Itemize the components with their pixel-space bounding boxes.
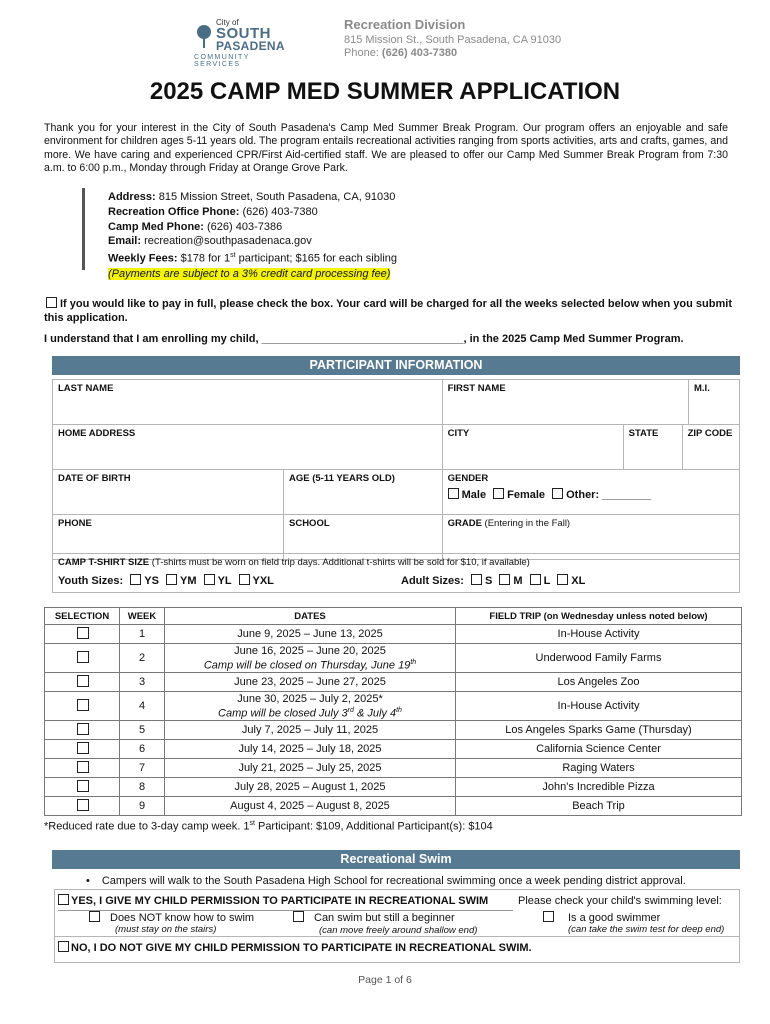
reduced-rate-footnote: *Reduced rate due to 3-day camp week. 1st Participant: $109, Additional Participant(s): $104 xyxy=(44,820,493,833)
female-checkbox[interactable] xyxy=(493,488,504,499)
swim-permission-box xyxy=(54,889,740,963)
week-5-checkbox[interactable] xyxy=(77,723,89,735)
adult-xl-checkbox[interactable] xyxy=(557,574,568,585)
swim-level-2-note: (can move freely around shallow end) xyxy=(319,925,478,936)
youth-sizes: Youth Sizes: YS YM YL YXL xyxy=(58,575,274,587)
table-row: 5 July 7, 2025 – July 11, 2025 Los Angeles Sparks Game (Thursday) xyxy=(45,721,742,740)
youth-ys-checkbox[interactable] xyxy=(130,574,141,585)
swim-level-2-checkbox[interactable] xyxy=(293,911,304,922)
home-address-field[interactable]: HOME ADDRESS xyxy=(53,425,443,470)
week-6-checkbox[interactable] xyxy=(77,742,89,754)
participant-info-table xyxy=(52,379,740,560)
swim-level-1-checkbox[interactable] xyxy=(89,911,100,922)
adult-m-checkbox[interactable] xyxy=(499,574,510,585)
dob-field[interactable]: DATE OF BIRTH xyxy=(53,470,284,515)
logo-community-services: COMMUNITY SERVICES xyxy=(194,54,250,68)
last-name-field[interactable]: LAST NAME xyxy=(53,380,443,425)
division-title: Recreation Division xyxy=(344,17,466,32)
city-field[interactable]: CITY xyxy=(442,425,623,470)
phone-field[interactable]: PHONE xyxy=(53,515,284,560)
week-4-checkbox[interactable] xyxy=(77,699,89,711)
col-selection: SELECTION xyxy=(45,608,120,625)
swim-yes: YES, I GIVE MY CHILD PERMISSION TO PARTICIPATE IN RECREATIONAL SWIM xyxy=(58,894,488,907)
week-3-checkbox[interactable] xyxy=(77,675,89,687)
table-row: 3 June 23, 2025 – June 27, 2025 Los Angeles Zoo xyxy=(45,673,742,692)
contact-info: Address: 815 Mission Street, South Pasadena, CA, 91030 Recreation Office Phone: (626) 403-7380 Camp Med Phone: (626) 403-7386 Email: recreation@southpasadenaca.gov Weekly Fees: $178 for 1st participant; $165 for each sibling (Payments are subject to a 3% credit card processing fee) xyxy=(108,191,397,280)
participant-info-heading: PARTICIPANT INFORMATION xyxy=(52,356,740,375)
swim-level-1-note: (must stay on the stairs) xyxy=(115,924,217,935)
col-field-trip: FIELD TRIP (on Wednesday unless noted below) xyxy=(456,608,742,625)
pay-in-full: If you would like to pay in full, please check the box. Your card will be charged for all the weeks selected below when you submit this application. xyxy=(44,298,732,324)
youth-ym-checkbox[interactable] xyxy=(166,574,177,585)
table-row: 2 June 16, 2025 – June 20, 2025 Camp will be closed on Thursday, June 19th Underwood Family Farms xyxy=(45,644,742,673)
state-field[interactable]: STATE xyxy=(623,425,682,470)
enrollment-statement: I understand that I am enrolling my child, _________________________________, in the 2025 Camp Med Summer Program. xyxy=(44,333,684,345)
tree-icon xyxy=(194,24,214,50)
week-8-checkbox[interactable] xyxy=(77,780,89,792)
adult-sizes: Adult Sizes: S M L XL xyxy=(401,575,586,587)
col-week: WEEK xyxy=(120,608,165,625)
week-1-checkbox[interactable] xyxy=(77,627,89,639)
credit-card-note: (Payments are subject to a 3% credit card processing fee) xyxy=(108,267,391,280)
week-7-checkbox[interactable] xyxy=(77,761,89,773)
logo-pasadena: PASADENA xyxy=(216,39,285,53)
school-field[interactable]: SCHOOL xyxy=(284,515,443,560)
divider xyxy=(55,936,739,937)
logo-city: City of xyxy=(216,18,239,27)
first-name-field[interactable]: FIRST NAME xyxy=(442,380,688,425)
city-logo xyxy=(190,18,298,68)
intro-paragraph: Thank you for your interest in the City of South Pasadena's Camp Med Summer Break Program. Our program offers an enjoyable and safe environment for children ages 5-11 years old. The program entails recreational activities ranging from sports activities, arts and crafts, games, and more. We have caring and experienced CPR/First Aid-certified staff. We are pleased to offer our Camp Med Summer Break Program from 7:30 a.m. to 6:00 p.m., Monday through Friday at Orange Grove Park. xyxy=(44,122,728,175)
swim-level-1: Does NOT know how to swim xyxy=(89,911,254,924)
swim-level-prompt: Please check your child's swimming level: xyxy=(518,895,722,907)
info-rule xyxy=(82,188,85,270)
swim-level-3-note: (can take the swim test for deep end) xyxy=(568,924,725,935)
week-9-checkbox[interactable] xyxy=(77,799,89,811)
age-field[interactable]: AGE (5-11 YEARS OLD) xyxy=(284,470,443,515)
tshirt-label: CAMP T-SHIRT SIZE (T-shirts must be worn on field trip days. Additional t-shirts will be sold for $10, if available) xyxy=(58,557,530,568)
youth-yl-checkbox[interactable] xyxy=(204,574,215,585)
male-checkbox[interactable] xyxy=(448,488,459,499)
logo-south: SOUTH xyxy=(216,25,271,42)
adult-l-checkbox[interactable] xyxy=(530,574,541,585)
swim-bullet: • Campers will walk to the South Pasadena High School for recreational swimming once a week pending district approval. xyxy=(86,875,686,887)
youth-yxl-checkbox[interactable] xyxy=(239,574,250,585)
week-2-checkbox[interactable] xyxy=(77,651,89,663)
table-row: 4 June 30, 2025 – July 2, 2025* Camp will be closed July 3rd & July 4th In-House Activity xyxy=(45,692,742,721)
swim-no: NO, I DO NOT GIVE MY CHILD PERMISSION TO PARTICIPATE IN RECREATIONAL SWIM. xyxy=(58,941,532,954)
zip-field[interactable]: ZIP CODE xyxy=(682,425,739,470)
gender-field: GENDER Male Female Other: ________ xyxy=(442,470,739,515)
table-row: 9 August 4, 2025 – August 8, 2025 Beach Trip xyxy=(45,797,742,816)
page-number: Page 1 of 6 xyxy=(358,974,412,986)
tshirt-size-section xyxy=(52,553,740,593)
division-phone: Phone: (626) 403-7380 xyxy=(344,47,458,59)
table-row: 8 July 28, 2025 – August 1, 2025 John's Incredible Pizza xyxy=(45,778,742,797)
recreational-swim-heading: Recreational Swim xyxy=(52,850,740,869)
swim-no-checkbox[interactable] xyxy=(58,941,69,952)
swim-yes-checkbox[interactable] xyxy=(58,894,69,905)
swim-level-3: Is a good swimmer xyxy=(543,911,660,924)
table-row: 7 July 21, 2025 – July 25, 2025 Raging Waters xyxy=(45,759,742,778)
page-title: 2025 CAMP MED SUMMER APPLICATION xyxy=(149,78,621,105)
weeks-table xyxy=(44,607,742,816)
swim-level-3-checkbox[interactable] xyxy=(543,911,554,922)
division-address: 815 Mission St., South Pasadena, CA 91030 xyxy=(344,34,562,46)
grade-field[interactable]: GRADE (Entering in the Fall) xyxy=(442,515,739,560)
col-dates: DATES xyxy=(165,608,456,625)
other-checkbox[interactable] xyxy=(552,488,563,499)
table-row: 6 July 14, 2025 – July 18, 2025 California Science Center xyxy=(45,740,742,759)
weeks-header-row xyxy=(45,608,742,625)
adult-s-checkbox[interactable] xyxy=(471,574,482,585)
mi-field[interactable]: M.I. xyxy=(689,380,740,425)
table-row: 1 June 9, 2025 – June 13, 2025 In-House Activity xyxy=(45,625,742,644)
swim-level-2: Can swim but still a beginner xyxy=(293,911,455,924)
pay-in-full-checkbox[interactable] xyxy=(46,297,57,308)
